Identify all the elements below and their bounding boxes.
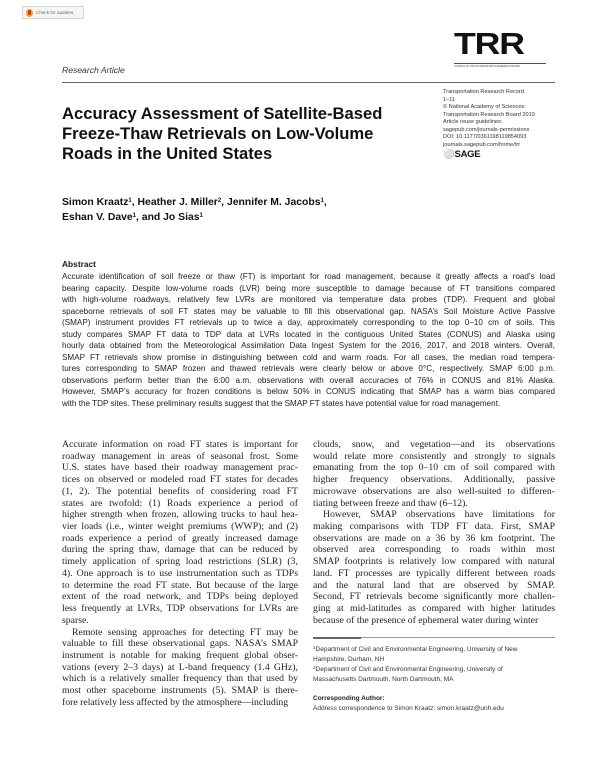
author-name: Eshan V. Dave [62, 212, 133, 223]
journal-logo [454, 26, 546, 68]
title-line: Freeze-Thaw Retrievals on Low-Volume [62, 124, 374, 143]
header-rule [62, 82, 555, 83]
body-text-line: roads experience a period of greatly increased damage [62, 532, 298, 544]
body-text-line: Remote sensing approaches for detecting FT may be [72, 626, 298, 638]
abstract-heading: Abstract [62, 259, 96, 269]
body-text-line: (1, 2). The potential benefits of considering road FT [62, 485, 298, 497]
corresponding-author-heading: Corresponding Author: [313, 695, 385, 702]
body-text-line: most other spaceborne instruments (5). SMAP is there- [62, 685, 298, 697]
body-text-line: fore relatively less affected by the atmosphere—including [62, 696, 289, 708]
author-name: Jo Sias [163, 212, 200, 223]
abstract-line: observations perform better than the 6:00 a.m. observations with overall accuracies of 76% in CONUS and 81% Alaska. [62, 375, 555, 385]
title-line: Roads in the United States [62, 144, 273, 163]
body-text-line: U.S. states have based their roadway management prac- [62, 462, 298, 474]
metadata-line: DOI: 10.1177/0361198119854093 [443, 134, 527, 140]
body-text-line: valuable to fill these observational gaps. NASA’s SMAP [62, 638, 298, 650]
body-text-line: which is a relatively smaller frequency than that used by [62, 673, 298, 685]
body-column-left [62, 439, 298, 709]
abstract-line: tures corresponding to SMAP frozen and thawed retrievals were clearly below or above 0°C, respectively. SMAP 6:00 p.m. [62, 364, 555, 374]
journal-logo-subtitle: JOURNAL OF THE TRANSPORTATION RESEARCH BOARD [454, 65, 520, 68]
abstract-line: with high-volume roadways, relatively few LVRs are monitored via temperature data probes (TDP). Frequent and global [62, 295, 555, 305]
check-for-updates-badge[interactable] [22, 6, 84, 19]
author-line [62, 195, 327, 210]
author-separator: , and [136, 212, 164, 223]
author-name: Jennifer M. Jacobs [226, 197, 321, 208]
metadata-line: © National Academy of Sciences: [443, 104, 526, 110]
metadata-line: Transportation Research Record [443, 89, 524, 95]
body-text-line: higher frequency observations. Additionally, passive [313, 474, 555, 486]
affiliation-number: 1 [313, 645, 316, 650]
affiliation-text: Massachusetts Dartmouth, North Dartmouth, MA [313, 676, 454, 683]
body-text-line: making comparisons with TDP FT data. First, SMAP [313, 521, 555, 533]
body-text-line: during the spring thaw, damage that can be reduced by [62, 544, 298, 556]
corresponding-author [313, 694, 504, 714]
body-text-line: observations are made on a 36 by 36 km footprint. The [313, 532, 555, 544]
logo-underline [454, 63, 546, 64]
metadata-lines [443, 89, 558, 149]
body-text-line: states are twofold: (1) Roads experience a period of [62, 497, 298, 509]
author-name: Heather J. Miller [137, 197, 218, 208]
body-text-line: emanating from the top 0–10 cm of soil compared with [313, 462, 555, 474]
corresponding-author-address: Address correspondence to Simon Kraatz: simon.kraatz@unh.edu [313, 705, 504, 712]
author-separator: , [221, 197, 227, 208]
body-text-line: and the natural land that are observed by SMAP. [313, 579, 555, 591]
author-affiliation-mark: 1 [320, 198, 324, 204]
body-text-line: timely application of spring load restrictions (SLR) (3, [62, 556, 298, 568]
body-text-line: ging at mid-latitudes as compared with higher latitudes [313, 603, 555, 615]
abstract-text [62, 271, 555, 410]
affiliation-number: 2 [313, 665, 316, 670]
author-name: Simon Kraatz [62, 197, 129, 208]
sage-logo: ⚪SAGE [443, 149, 481, 160]
abstract-line: hourly data obtained from the Meteorological Assimilation Data Ingest System for the 2016, 2017, and 2018 winters. Overall, [62, 341, 555, 351]
metadata-line: 1–11 [443, 96, 456, 103]
body-text-line: higher strength when frozen, allowing trucks to haul hea- [62, 509, 298, 521]
body-text-line: observed area corresponding to roads within most [313, 544, 555, 556]
affiliation-text: Department of Civil and Environmental Engineering, University of New [315, 646, 518, 653]
author-list [62, 195, 327, 225]
body-text-line: vier loads (i.e., winter weight premiums (WWP); and (2) [62, 521, 298, 533]
abstract-line: study compares SMAP FT data to TDP data at LVRs located in the contiguous United States (CONUS) and Alaska using [62, 329, 555, 339]
affiliation-text: Department of Civil and Environmental Engineering, University of [315, 666, 503, 673]
body-text-line: However, SMAP observations have limitations for [323, 509, 555, 521]
affiliation-line [313, 655, 555, 665]
abstract-line: bearing capacity. Despite low-volume roads (LVR) being more susceptible to damage because of FT transitions compared [62, 283, 555, 293]
body-text-line: roadway management in areas of seasonal frost. Some [62, 450, 298, 462]
abstract-line: (SMAP) instrument provides FT retrievals up to twice a day, approximately corresponding to the top 0–10 cm of soils. This [62, 318, 555, 328]
body-text-line: microwave observations are also well-suited to differen- [313, 485, 555, 497]
author-line [62, 210, 327, 225]
article-title [62, 104, 382, 164]
body-text-line: 4). One approach is to use instrumentation such as TDPs [62, 567, 298, 579]
body-text-line: tices on observed or modeled road FT states for decades [62, 474, 298, 486]
body-text-line: because of the presence of ephemeral water during winter [313, 614, 539, 626]
body-text-line: clouds, snow, and vegetation—and its observations [313, 439, 555, 450]
publisher-name: SAGE [454, 149, 481, 160]
body-text-line: Second, FT retrievals become significantly more challen- [313, 591, 555, 603]
metadata-line: Article reuse guidelines: [443, 119, 503, 125]
affiliation-footnotes [313, 645, 555, 685]
body-text-line: Accurate information on road FT states is important for [62, 439, 298, 450]
affiliation-line [313, 665, 555, 675]
author-separator: , [323, 197, 327, 208]
abstract-line: Accurate identification of soil freeze or thaw (FT) is important for road management, because it greatly affects a road’s load [62, 272, 555, 281]
metadata-line: journals.sagepub.com/home/trr [443, 141, 521, 148]
body-text-line: less frequently at LVRs, TDP observations for LVRs are [62, 603, 298, 615]
body-text-line: sparse. [62, 614, 89, 626]
affiliation-line [313, 675, 555, 685]
body-text-line: instrument is notable for making frequent global obser- [62, 649, 298, 661]
body-text-line: land. FT processes are typically different between roads [313, 567, 555, 579]
body-text-line: vations (every 2–3 days) at L-band frequency (1.4 GHz), [62, 661, 298, 673]
affiliation-line [313, 645, 555, 655]
author-affiliation-mark: 1 [199, 213, 203, 219]
body-column-right [313, 439, 555, 627]
title-line: Accuracy Assessment of Satellite-Based [62, 104, 383, 123]
body-text-line: tiating between freeze and thaw (6–12). [313, 497, 468, 509]
body-text-line: SMAP footprints is relatively low compared with natural [313, 556, 555, 568]
abstract-line: However, SMAP’s accuracy for frozen conditions is below 50% in CONUS indicating that SMAP has a warm bias compared [62, 387, 555, 397]
author-affiliation-mark: 1 [132, 213, 137, 219]
author-affiliation-mark: 2 [217, 198, 222, 204]
metadata-line: sagepub.com/journals-permissions [443, 126, 530, 133]
affiliation-text: Hampshire, Durham, NH [313, 656, 385, 663]
abstract-line: SMAP FT retrievals show promise in distinguishing between cold and warm roads. For all cases, the median road tempera- [62, 352, 555, 362]
check-for-updates-label: Check for updates [36, 10, 74, 15]
abstract-line: with the TDP sites. These preliminary results suggest that the SMAP FT states have potential value for road management. [62, 399, 501, 409]
footnote-rule [313, 637, 555, 638]
body-text-line: extent of the road network, and TDPs being deployed [62, 591, 298, 603]
author-affiliation-mark: 1 [128, 198, 132, 204]
abstract-line: spaceborne retrievals of soil FT states may be valuable to fill this observational gap. NASA’s Soil Moisture Active Passive [62, 306, 555, 316]
metadata-line: Transportation Research Board 2019 [443, 111, 535, 118]
body-text-line: would relate more consistently and strongly to signals [313, 450, 555, 462]
article-type: Research Article [62, 65, 125, 75]
author-separator: , [131, 197, 138, 208]
journal-logo-text: TRR [454, 26, 524, 61]
body-text-line: to determine the road FT state. But because of the large [62, 579, 298, 591]
crossmark-icon [26, 9, 33, 17]
publication-metadata [443, 89, 558, 161]
